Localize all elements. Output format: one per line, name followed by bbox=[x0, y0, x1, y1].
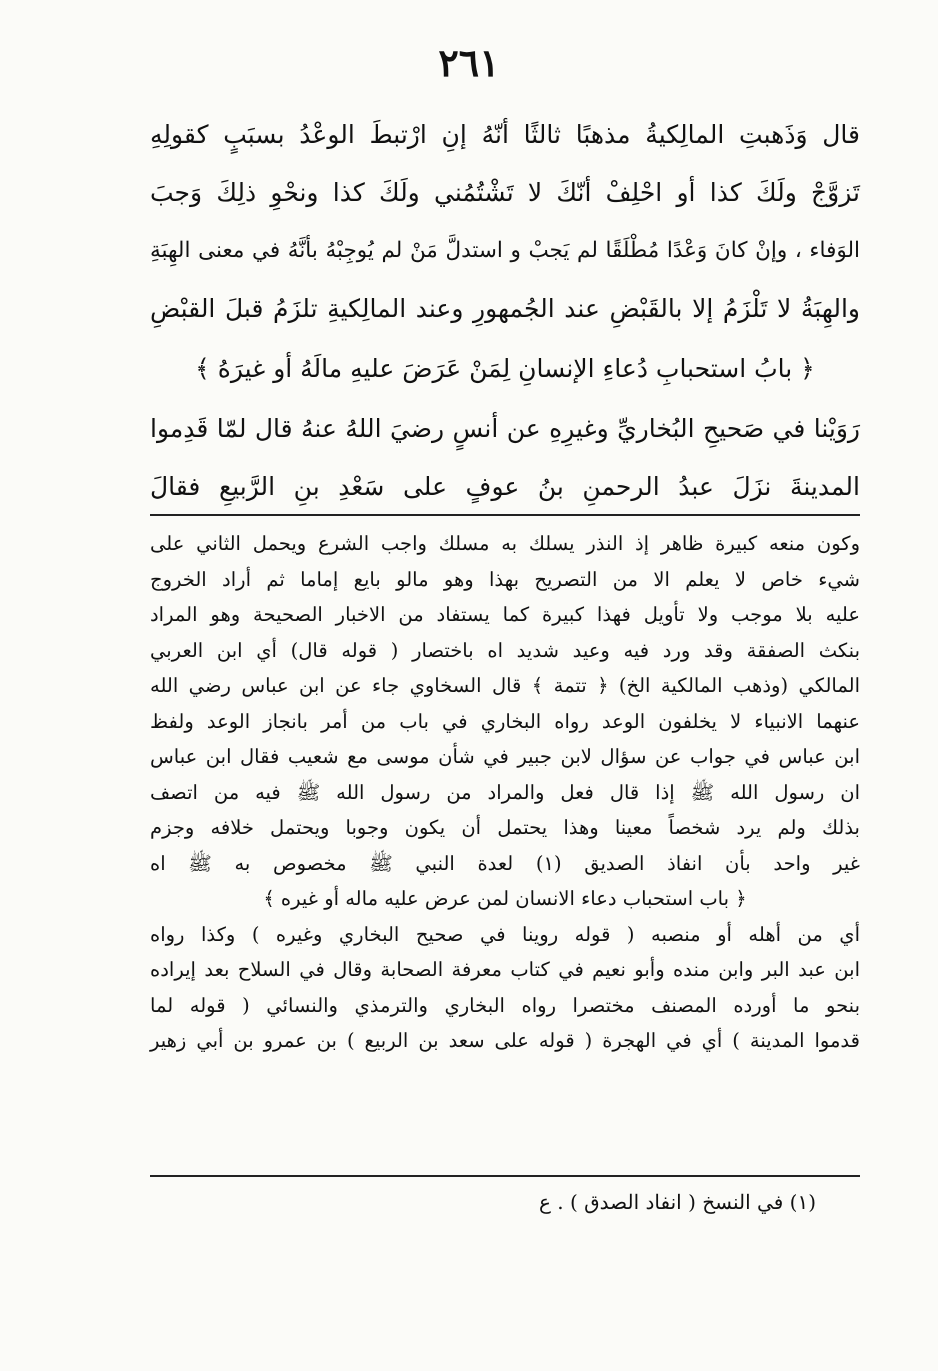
commentary-line: أي من أهله أو منصبه ( قوله روينا في صحيح البخاري وغيره ) وكذا رواه bbox=[150, 922, 860, 946]
commentary-line: عليه بلا موجب ولا تأويل فهذا كبيرة كما يستفاد من الاخبار الصحيحة وهو المراد bbox=[150, 603, 860, 626]
commentary-line: بنحو ما أورده المصنف مختصرا رواه البخاري والترمذي والنسائي ( قوله لما bbox=[150, 993, 860, 1017]
main-text bbox=[150, 106, 860, 516]
commentary-line: بذلك ولم يرد شخصاً معينا وهذا يحتمل أن يكون وجوبا ويحتمل خلافه وجزم bbox=[150, 816, 860, 839]
commentary-line: غير واحد بأن انفاذ الصديق (١) لعدة النبي ﷺ مخصوص به ﷺ اه bbox=[150, 851, 860, 875]
commentary-line: ابن عبد البر وابن منده وأبو نعيم في كتاب معرفة الصحابة وقال في السلاح بعد إيراده bbox=[150, 958, 860, 981]
footnote-divider bbox=[150, 1175, 860, 1177]
commentary-line: ابن عباس في جواب عن سؤال لابن جبير في شأن موسى مع شعيب فقال ابن عباس bbox=[150, 745, 860, 768]
commentary-heading: ﴿ باب استحباب دعاء الانسان لمن عرض عليه ماله أو غيره ﴾ bbox=[263, 887, 747, 910]
main-line: تَزوَّجْ ولَكَ كذا أو احْلِفْ أنّكَ لا تَشْتُمُني ولَكَ كذا ونحْوِ ذلِكَ وَجبَ bbox=[150, 178, 860, 207]
commentary-line: وكون منعه كبيرة ظاهر إذ النذر يسلك به مسلك واجب الشرع ويحمل الثاني على bbox=[150, 532, 860, 555]
chapter-heading: ﴿ بابُ استحبابِ دُعاءِ الإنسانِ لِمَنْ عَرَضَ عليهِ مالَهُ أو غيرَهُ ﴾ bbox=[195, 354, 815, 383]
main-line: المدينةَ نزَلَ عبدُ الرحمنِ بنُ عوفٍ على سَعْدِ بنِ الرَّبيعِ فقالَ bbox=[150, 472, 860, 501]
page-number: ٢٦١ bbox=[438, 40, 500, 85]
main-line: رَوَيْنا في صَحيحِ البُخاريِّ وغيرِهِ عن أنسٍ رضيَ اللهُ عنهُ قال لمّا قَدِموا bbox=[150, 414, 860, 443]
commentary-line: ان رسول الله ﷺ إذا قال فعل والمراد من رسول الله ﷺ فيه من اتصف bbox=[150, 780, 860, 804]
commentary bbox=[150, 526, 860, 1059]
section-divider bbox=[150, 514, 860, 516]
main-line: والهِبَةُ لا تَلْزَمُ إلا بالقَبْضِ عند الجُمهورِ وعند المالِكيةِ تلزَمُ قبلَ القبْضِ bbox=[150, 294, 860, 323]
footnote: (١) في النسخ ( انفاد الصدق ) . ع bbox=[538, 1190, 816, 1214]
commentary-line: شيء خاص لا يعلم الا من التصريح بهذا وهو مالو بايع إماما ثم أراد الخروج bbox=[150, 567, 860, 591]
main-line: الوَفاء ، وإنْ كانَ وَعْدًا مُطْلَقًا لم يَجبْ و استدلَّ مَنْ لم يُوجِبْهُ بأنَّهُ في معنى الهِبَةِ bbox=[150, 238, 860, 263]
commentary-line: قدموا المدينة ) أي في الهجرة ( قوله على سعد بن الربيع ) بن عمرو بن أبي زهير bbox=[150, 1029, 860, 1052]
commentary-line: المالكي (وذهب المالكية الخ) ﴿ تتمة ﴾ قال السخاوي جاء عن ابن عباس رضي الله bbox=[150, 674, 860, 697]
commentary-line: عنهما الانبياء لا يخلفون الوعد رواه البخاري في باب من أمر بانجاز الوعد ولفظ bbox=[150, 709, 860, 733]
commentary-line: بنكث الصفقة وقد ورد فيه وعيد شديد اه باختصار ( قوله قال) أي ابن العربي bbox=[150, 638, 860, 662]
main-line: قال وَذَهبتِ المالِكيةُ مذهبًا ثالثًا أنّهُ إنِ ارْتبطَ الوعْدُ بسبَبٍ كقولِهِ bbox=[150, 120, 860, 149]
